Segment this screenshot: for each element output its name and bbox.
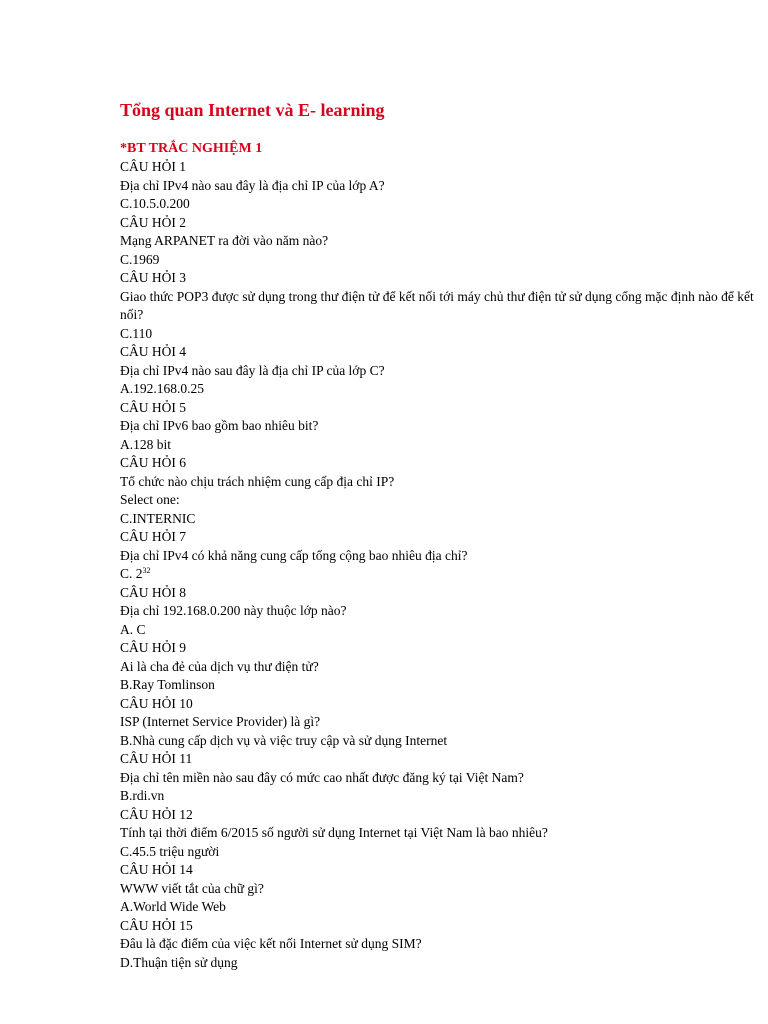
answer-text: C.110 [120,325,153,341]
question-label: CÂU HỎI 15 [120,917,193,933]
question-answer [120,251,760,270]
question-label: CÂU HỎI 4 [120,344,186,359]
question-answer [120,898,760,917]
answer-text: C. 2 [120,566,143,581]
question-label: CÂU HỎI 2 [120,214,186,230]
document-title: Tổng quan Internet và E- learning [120,100,385,120]
question-answer [120,565,760,584]
question-label: CÂU HỎI 7 [120,529,186,544]
question-text: Tính tại thời điểm 6/2015 số người sử dụng Internet tại Việt Nam là bao nhiêu? [120,825,548,840]
question-label: CÂU HỎI 14 [120,862,193,877]
question-text: WWW viết tắt của chữ gì? [120,880,264,896]
answer-text: A.192.168.0.25 [120,381,204,396]
answer-text: D.Thuận tiện sử dụng [120,954,238,970]
question-text: Địa chỉ IPv6 bao gồm bao nhiêu bit? [120,418,319,433]
question-list [120,158,760,972]
answer-text: C.INTERNIC [120,510,196,526]
answer-text: A. C [120,621,146,637]
answer-text: B.Ray Tomlinson [120,677,215,692]
question-text: Ai là cha đẻ của dịch vụ thư điện tử? [120,658,319,674]
answer-superscript: 32 [142,566,151,575]
answer-text: C.45.5 triệu người [120,843,220,859]
question-label: CÂU HỎI 9 [120,640,186,655]
question-label: CÂU HỎI 1 [120,159,186,174]
question-text: Tổ chức nào chịu trách nhiệm cung cấp địa chỉ IP? [120,473,395,489]
question-answer [120,195,760,214]
question-text: Đâu là đặc điểm của việc kết nối Internet sử dụng SIM? [120,936,422,951]
answer-text: C.1969 [120,251,160,267]
question-label: CÂU HỎI 10 [120,695,193,711]
question-label: CÂU HỎI 8 [120,584,186,600]
question-answer [120,436,760,455]
question-text: Giao thức POP3 được sử dụng trong thư điện tử để kết nối tới máy chủ thư điện tử sử dụng cổng mặc định nào để kết nối? [120,288,754,322]
question-text: Địa chỉ tên miền nào sau đây có mức cao nhất được đăng ký tại Việt Nam? [120,769,524,785]
question-text: Mạng ARPANET ra đời vào năm nào? [120,233,329,248]
question-note: Select one: [120,492,180,507]
answer-text: A.128 bit [120,436,172,452]
question-answer [120,621,760,640]
question-answer [120,325,760,344]
answer-text: B.rdi.vn [120,788,165,803]
answer-text: B.Nhà cung cấp dịch vụ và việc truy cập và sử dụng Internet [120,732,448,748]
question-label: CÂU HỎI 5 [120,399,186,415]
question-text: Địa chỉ IPv4 nào sau đây là địa chỉ IP của lớp A? [120,177,385,193]
question-answer [120,787,760,806]
question-label: CÂU HỎI 12 [120,806,193,822]
question-answer [120,676,760,695]
document-subtitle: *BT TRẮC NGHIỆM 1 [120,141,263,156]
question-text: ISP (Internet Service Provider) là gì? [120,714,321,729]
question-answer [120,380,760,399]
answer-text: C.10.5.0.200 [120,196,190,211]
question-text: Địa chỉ 192.168.0.200 này thuộc lớp nào? [120,603,347,618]
question-answer [120,732,760,751]
question-text: Địa chỉ IPv4 có khả năng cung cấp tổng cộng bao nhiêu địa chỉ? [120,547,468,563]
question-text: Địa chỉ IPv4 nào sau đây là địa chỉ IP của lớp C? [120,362,385,378]
answer-text: A.World Wide Web [120,899,226,914]
question-label: CÂU HỎI 11 [120,751,193,766]
question-answer [120,843,760,862]
question-answer [120,954,760,973]
question-label: CÂU HỎI 3 [120,270,186,285]
question-label: CÂU HỎI 6 [120,455,186,470]
question-answer [120,510,760,529]
